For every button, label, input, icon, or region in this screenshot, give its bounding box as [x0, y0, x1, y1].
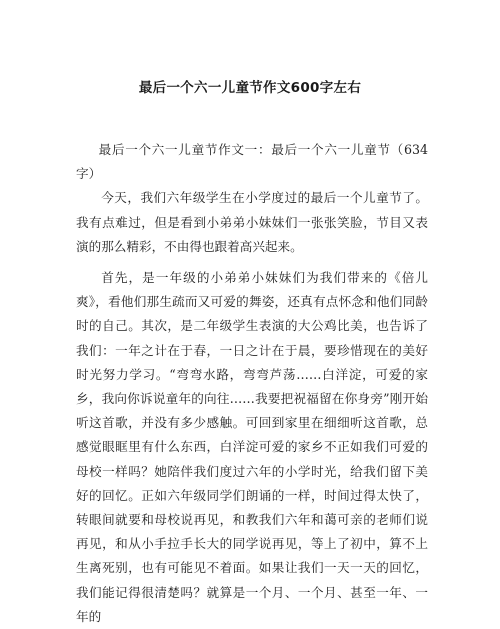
paragraph-main: 首先，是一年级的小弟弟小妹妹们为我们带来的《倍儿爽》，看他们那生疏而又可爱的舞姿，还真有点怀念和他们同龄时的自己。其次，是二年级学生表演的大公鸡比美，也告诉了我们：一年之计在于春，一日之计在于晨，要珍惜现在的美好时光努力学习。“弯弯水路，弯弯芦荡……白洋淀，可爱的家乡，我向你诉说童年的向往……我要把祝福留在你身旁”刚开始听这首歌，并没有多少感触。可回到家里在细细听这首歌，总感觉眼眶里有什么东西，白洋淀可爱的家乡不正如我们可爱的母校一样吗？她陪伴我们度过六年的小学时光，给我们留下美好的回忆。正如六年级同学们朗诵的一样，时间过得太快了，转眼间就要和母校说再见，和教我们六年和蔼可亲的老师们说再见，和从小手拉手长大的同学说再见，等上了初中，算不上生离死别，也有可能见不着面。如果让我们一天一天的回忆，我们能记得很清楚吗？就算是一个月、一个月、甚至一年、一年的	[76, 270, 428, 624]
paragraph-intro: 今天，我们六年级学生在小学度过的最后一个儿童节了。我有点难过，但是看到小弟弟小妹妹们一张张笑脸，节目又表演的那么精彩，不由得也跟着高兴起来。	[76, 190, 428, 254]
document-body	[76, 138, 428, 629]
article-subtitle: 最后一个六一儿童节作文一：最后一个六一儿童节（634字）	[76, 142, 428, 182]
document-title: 最后一个六一儿童节作文600字左右	[138, 80, 362, 96]
